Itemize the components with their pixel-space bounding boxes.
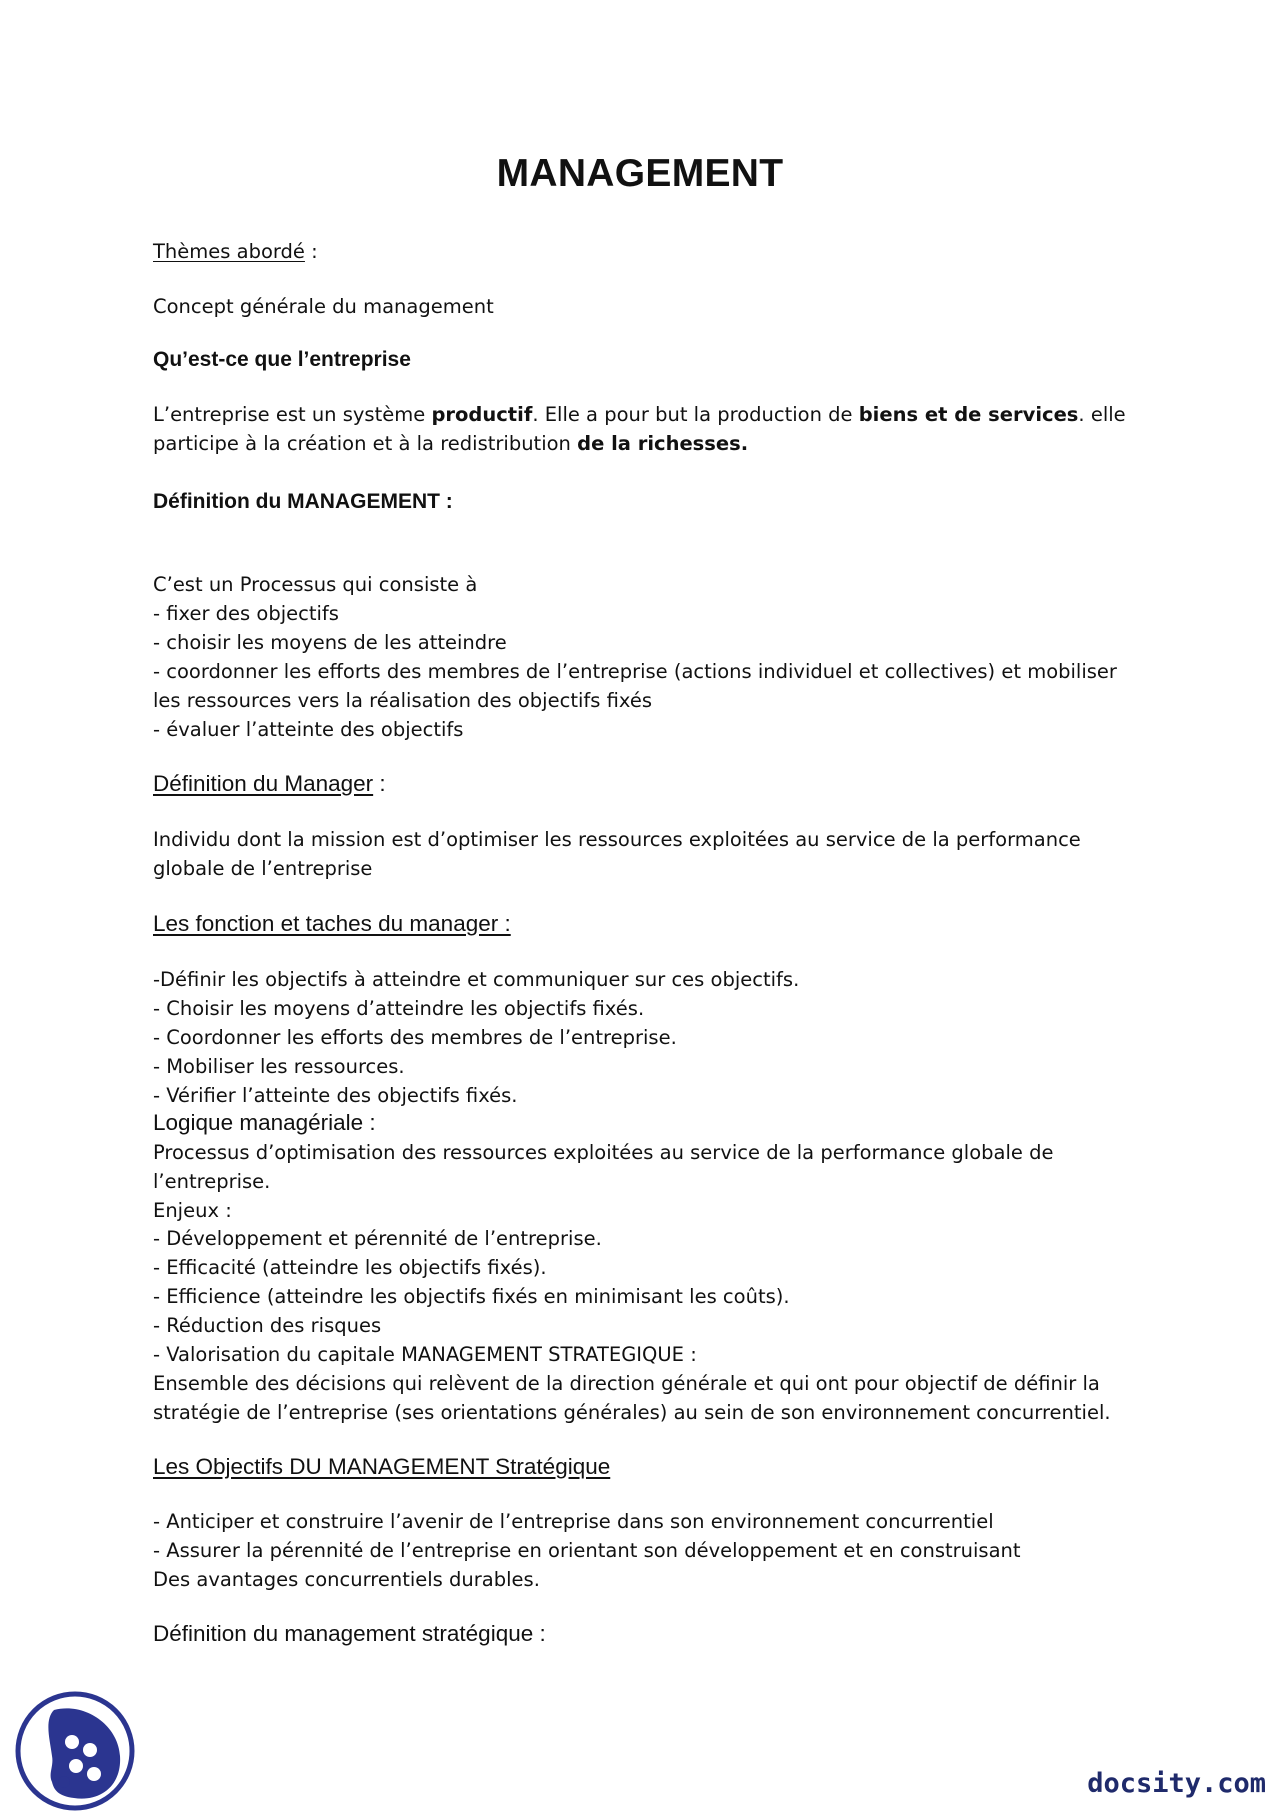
concept-line: Concept générale du management — [153, 295, 494, 318]
objectifs-line: Des avantages concurrentiels durables. — [153, 1568, 540, 1591]
docsity-logo-icon — [14, 1690, 136, 1812]
bold-run: biens et de services — [858, 403, 1079, 426]
bold-run: productif — [431, 403, 533, 426]
fonctions-line: - Coordonner les efforts des membres de l’entreprise. — [153, 1026, 677, 1049]
logique-line: stratégie de l’entreprise (ses orientations générales) au sein de son environnement concurrentiel. — [153, 1401, 1111, 1424]
page-title: MANAGEMENT — [496, 152, 784, 195]
bold-run: de la richesses. — [577, 432, 749, 455]
entreprise-paragraph-line-2 — [153, 434, 748, 454]
logique-line: Ensemble des décisions qui relèvent de la direction générale et qui ont pour objectif de définir la — [153, 1372, 1100, 1395]
mgmt-line: - choisir les moyens de les atteindre — [153, 631, 507, 654]
manager-line: Individu dont la mission est d’optimiser les ressources exploitées au service de la performance — [153, 828, 1081, 851]
objectifs-line: - Assurer la pérennité de l’entreprise en orientant son développement et en construisant — [153, 1539, 1021, 1562]
text-run: L’entreprise est un système — [153, 403, 432, 426]
logique-line: Enjeux : — [153, 1199, 232, 1222]
heading-definition-manager — [153, 773, 386, 796]
logique-line: - Réduction des risques — [153, 1314, 382, 1337]
mgmt-line: - évaluer l’atteinte des objectifs — [153, 718, 464, 741]
heading-fonctions: Les fonction et taches du manager : — [153, 911, 511, 936]
mgmt-line: les ressources vers la réalisation des objectifs fixés — [153, 689, 652, 712]
fonctions-line: - Vérifier l’atteinte des objectifs fixés. — [153, 1084, 518, 1107]
mgmt-line: C’est un Processus qui consiste à — [153, 573, 478, 596]
heading-definition-management: Définition du MANAGEMENT : — [153, 490, 453, 513]
fonctions-line: -Définir les objectifs à atteindre et communiquer sur ces objectifs. — [153, 968, 800, 991]
objectifs-line: - Anticiper et construire l’avenir de l’entreprise dans son environnement concurrentiel — [153, 1510, 994, 1533]
heading-entreprise: Qu’est-ce que l’entreprise — [153, 348, 411, 371]
heading-label: Définition du Manager — [153, 771, 374, 796]
logique-line: - Valorisation du capitale MANAGEMENT STRATEGIQUE : — [153, 1343, 697, 1366]
fonctions-line: - Choisir les moyens d’atteindre les objectifs fixés. — [153, 997, 645, 1020]
fonctions-line: - Mobiliser les ressources. — [153, 1055, 405, 1078]
entreprise-paragraph-line-1 — [153, 405, 1126, 425]
mgmt-line: - coordonner les efforts des membres de l’entreprise (actions individuel et collectives) et mobiliser — [153, 660, 1117, 683]
heading-objectifs: Les Objectifs DU MANAGEMENT Stratégique — [153, 1454, 611, 1479]
text-run: . elle — [1078, 403, 1126, 426]
text-run: participe à la création et à la redistribution — [153, 432, 578, 455]
heading-logique: Logique managériale : — [153, 1110, 376, 1135]
heading-definition-strategique: Définition du management stratégique : — [153, 1621, 546, 1646]
docsity-brand-text[interactable]: docsity.com — [1087, 1768, 1266, 1799]
themes-suffix: : — [304, 240, 318, 263]
manager-line: globale de l’entreprise — [153, 857, 373, 880]
logique-line: - Efficience (atteindre les objectifs fixés en minimisant les coûts). — [153, 1285, 790, 1308]
themes-label: Thèmes abordé — [153, 240, 305, 263]
text-run: . Elle a pour but la production de — [532, 403, 859, 426]
logique-line: - Efficacité (atteindre les objectifs fixés). — [153, 1256, 547, 1279]
logique-line: l’entreprise. — [153, 1170, 271, 1193]
logique-line: - Développement et pérennité de l’entreprise. — [153, 1227, 602, 1250]
logique-line: Processus d’optimisation des ressources exploitées au service de la performance globale de — [153, 1141, 1054, 1164]
heading-suffix: : — [373, 771, 386, 796]
themes-line — [153, 242, 318, 262]
mgmt-line: - fixer des objectifs — [153, 602, 339, 625]
